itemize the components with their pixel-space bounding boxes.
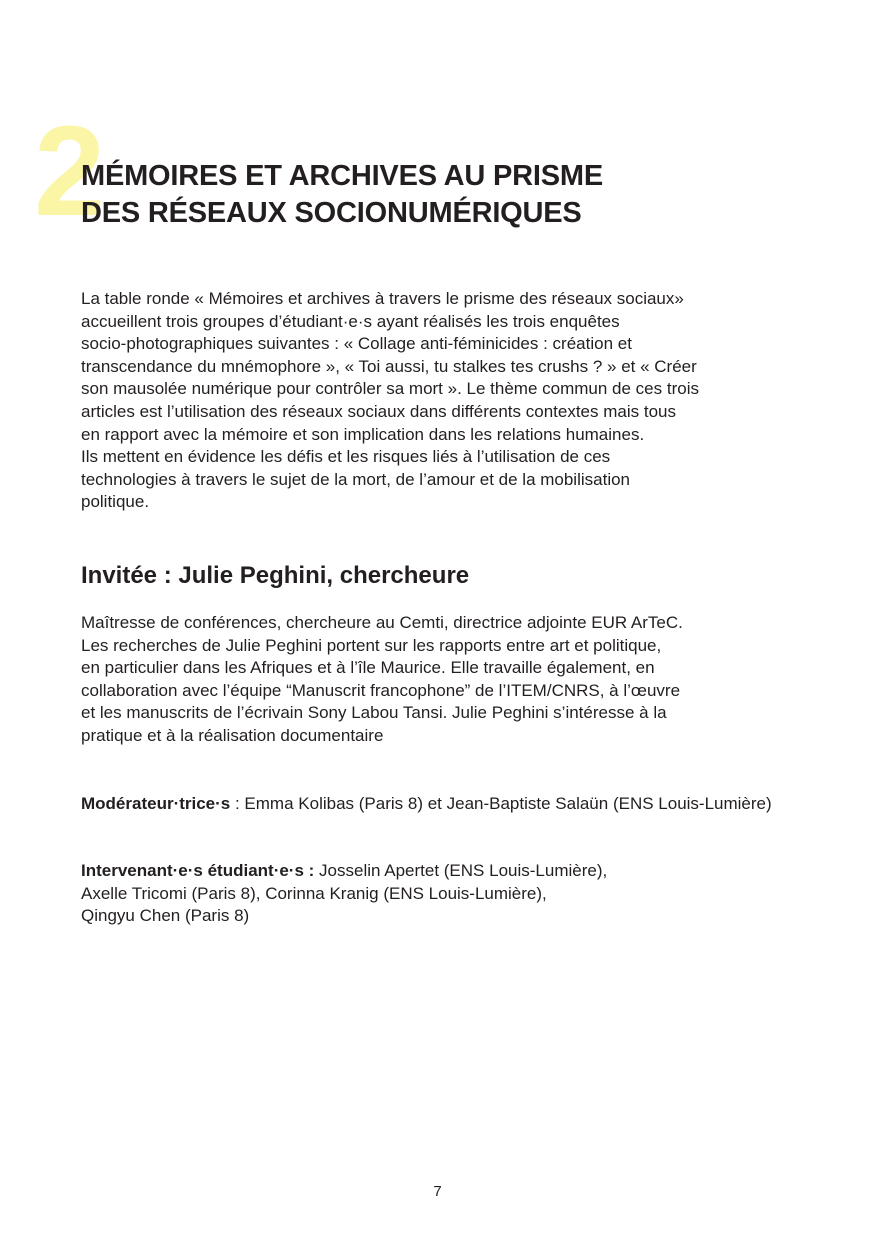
intro-line: en rapport avec la mémoire et son implication dans les relations humaines. <box>81 424 645 444</box>
intro-line: politique. <box>81 492 150 512</box>
intro-line: technologies à travers le sujet de la mort, de l’amour et de la mobilisation <box>81 469 631 489</box>
moderators <box>81 793 781 816</box>
intro-paragraph <box>81 288 781 514</box>
speakers-label: Intervenant·e·s étudiant·e·s : <box>81 861 315 880</box>
speakers-line-3: Qingyu Chen (Paris 8) <box>81 906 250 926</box>
speakers-names-1: Josselin Apertet (ENS Louis-Lumière), <box>314 861 608 880</box>
moderators-label: Modérateur·trice·s <box>81 794 231 813</box>
intro-line: Ils mettent en évidence les défis et les risques liés à l’utilisation de ces <box>81 447 611 467</box>
intro-line: socio-photographiques suivantes : « Collage anti-féminicides : création et <box>81 334 632 354</box>
moderators-names: : Emma Kolibas (Paris 8) et Jean-Baptiste Salaün (ENS Louis-Lumière) <box>230 794 772 813</box>
section-title-line-1: MÉMOIRES ET ARCHIVES AU PRISME <box>81 160 603 192</box>
section-title <box>81 158 603 232</box>
guest-bio-line: Les recherches de Julie Peghini portent sur les rapports entre art et politique, <box>81 635 662 655</box>
speakers <box>81 860 781 928</box>
intro-line: La table ronde « Mémoires et archives à travers le prisme des réseaux sociaux» <box>81 289 684 308</box>
guest-bio-line: pratique et à la réalisation documentaire <box>81 725 384 745</box>
speakers-line-2: Axelle Tricomi (Paris 8), Corinna Kranig (ENS Louis-Lumière), <box>81 883 547 903</box>
speakers-line-1 <box>81 860 781 883</box>
intro-line: son mausolée numérique pour contrôler sa mort ». Le thème commun de ces trois <box>81 379 699 399</box>
guest-bio-line: collaboration avec l’équipe “Manuscrit francophone” de l’ITEM/CNRS, à l’œuvre <box>81 680 681 700</box>
guest-bio <box>81 612 781 748</box>
guest-bio-line: et les manuscrits de l’écrivain Sony Labou Tansi. Julie Peghini s’intéresse à la <box>81 703 667 723</box>
section-title-line-2: DES RÉSEAUX SOCIONUMÉRIQUES <box>81 197 582 229</box>
guest-heading: Invitée : Julie Peghini, chercheure <box>81 562 470 589</box>
guest-bio-line: en particulier dans les Afriques et à l’île Maurice. Elle travaille également, en <box>81 658 655 678</box>
section-number: 2 <box>34 100 106 243</box>
intro-line: accueillent trois groupes d’étudiant·e·s ayant réalisés les trois enquêtes <box>81 311 620 331</box>
intro-line: transcendance du mnémophore », « Toi aussi, tu stalkes tes crushs ? » et « Créer <box>81 356 697 376</box>
page-number: 7 <box>433 1183 442 1200</box>
intro-line: articles est l’utilisation des réseaux sociaux dans différents contextes mais tous <box>81 401 676 421</box>
guest-bio-line: Maîtresse de conférences, chercheure au Cemti, directrice adjointe EUR ArTeC. <box>81 613 683 632</box>
